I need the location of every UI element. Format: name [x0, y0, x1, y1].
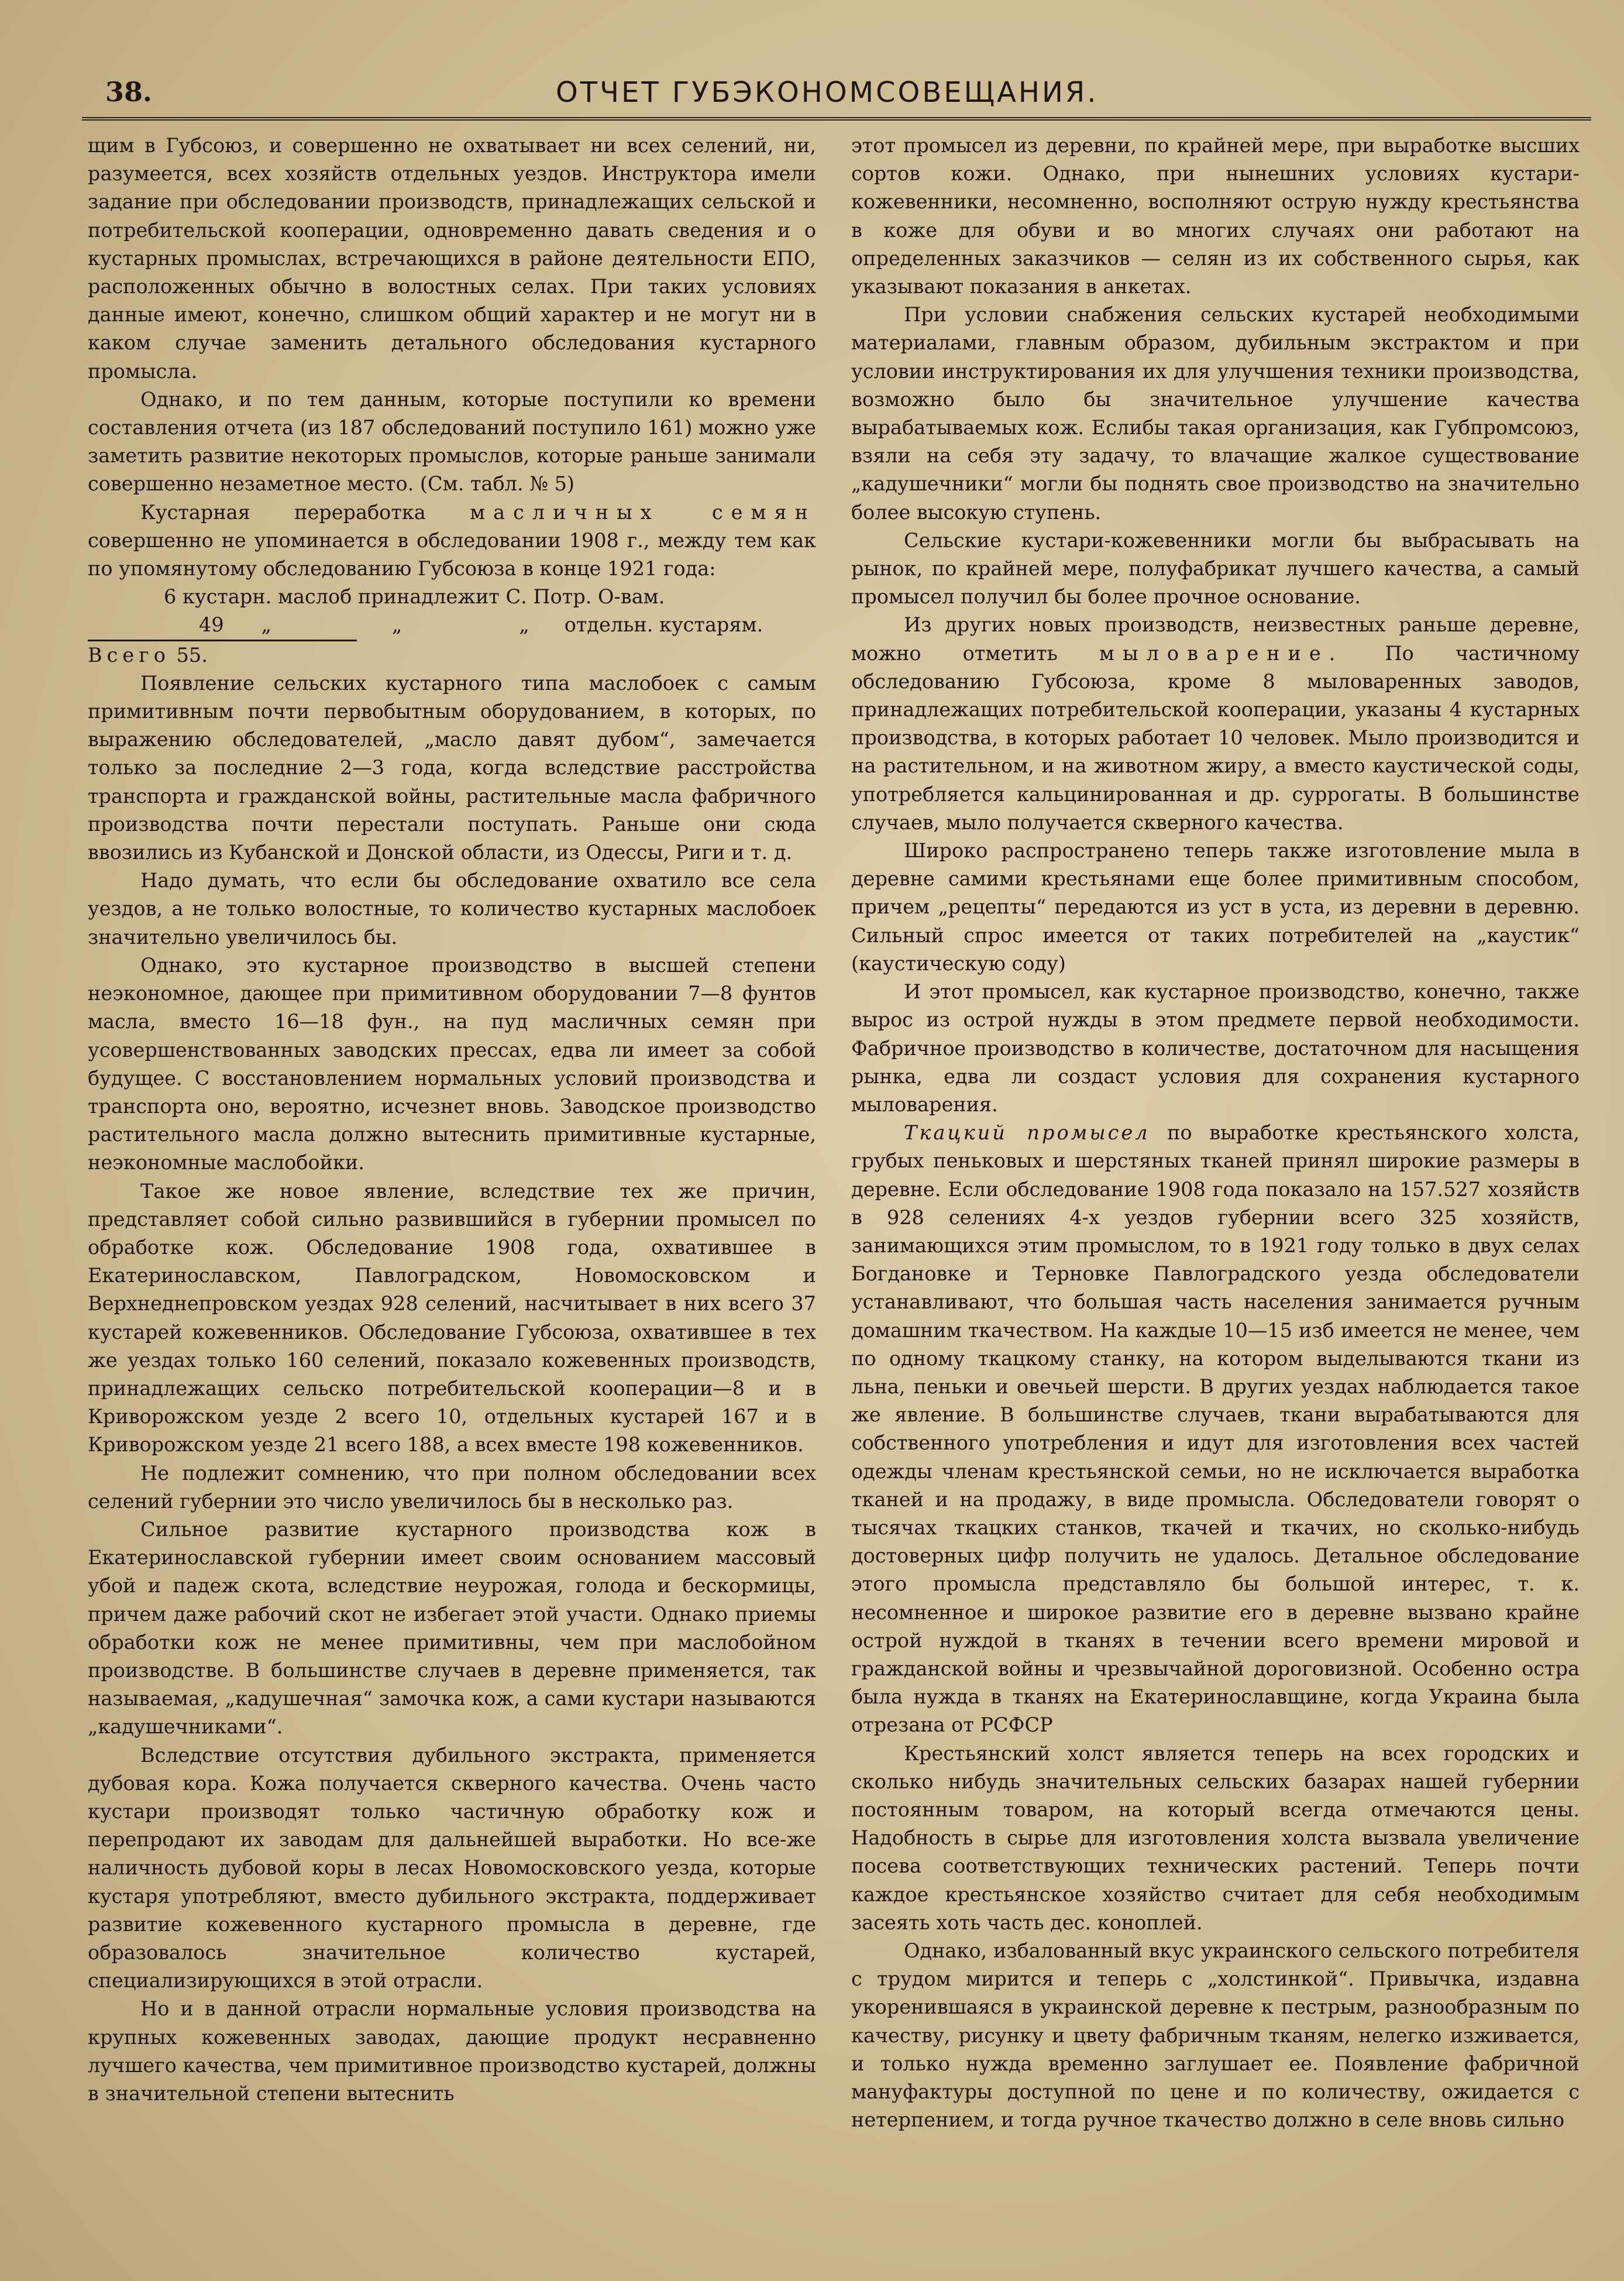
- paragraph: Не подлежит сомнению, что при полном обследовании всех селений губернии это число увеличилось бы в несколько раз.: [88, 1461, 816, 1513]
- paragraph: Однако, это кустарное производство в высшей степени неэкономное, дающее при примитивном оборудовании 7—8 фунтов масла, вместо 16—18 фун., на пуд масличных семян при усовершенствованных заводских прессах, едва ли имеет за собой будущее. С восстановлением нормальных условий производства и транспорта оно, вероятно, исчезнет вновь. Заводское производство растительного масла должно вытеснить примитивные кустарные, неэкономные маслобойки.: [88, 953, 816, 1174]
- page-header: [88, 70, 1585, 123]
- ditto-mark: „: [519, 613, 529, 637]
- paragraph: Вследствие отсутствия дубильного экстракта, применяется дубовая кора. Кожа получается скверного качества. Очень часто кустари производят только частичную обработку кож и перепродают их заводам для дальнейшей выработки. Но все-же наличность дубовой коры в лесах Новомосковского уезда, которые кустаря употребляют, вместо дубильного экстракта, поддерживает развитие кожевенного кустарного промысла в деревне, где образовалось значительное количество кустарей, специализирующихся в этой отрасли.: [88, 1743, 816, 1993]
- paragraph: При условии снабжения сельских кустарей необходимыми материалами, главным образом, дубильным экстрактом и при условии инструктирования их для улучшения техники производства, возможно было бы значительное улучшение качества вырабатываемых кож. Еслибы такая организация, как Губпромсоюз, взяли на себя эту задачу, то влачащие жалкое существование „кадушечники“ могли бы поднять свое производство на значительно более высокую ступень.: [851, 303, 1580, 524]
- tally-row: [88, 611, 816, 641]
- page-number: 38.: [105, 76, 153, 108]
- running-title: ОТЧЕТ ГУБЭКОНОМСОВЕЩАНИЯ.: [556, 76, 1099, 109]
- ditto-mark: „: [392, 613, 402, 637]
- right-column: [851, 132, 1580, 2273]
- spaced-emphasis: масличных семян: [470, 500, 816, 524]
- paragraph: щим в Губсоюз, и совершенно не охватывает ни всех селений, ни, разумеется, всех хозяйств отдельных уездов. Инструктора имели задание при обследовании производств, принадлежащих сельской и потребительской кооперации, одновременно давать сведения и о кустарных промыслах, встречающихся в районе деятельности ЕПО, расположенных обычно в волостных селах. При таких условиях данные имеют, конечно, слишком общий характер и не могут ни в каком случае заменить детального обследования кустарного промысла.: [88, 134, 816, 383]
- paragraph-lead: Из других новых производств, неизвестных раньше деревне, можно отметить: [851, 613, 1580, 665]
- paragraph: Такое же новое явление, вследствие тех же причин, представляет собой сильно развившийся в губернии промысел по обработке кож. Обследование 1908 года, охватившее в Екатеринославском, Павлоградском, Новомосковском и Верхнеднепровском уездах 928 селений, насчитывает в них всего 37 кустарей кожевенников. Обследование Губсоюза, охватившее в тех же уездах только 160 селений, показало кожевенных производств, принадлежащих сельско потребительской кооперации—8 и в Криворожском уезде 2 всего 10, отдельных кустарей 167 и в Криворожском уезде 21 всего 188, а всех вместе 198 кожевенников.: [88, 1179, 816, 1456]
- paragraph: [851, 1119, 1580, 1739]
- tally-text: отдельн. кустарям.: [564, 613, 763, 637]
- total-label: Всего: [88, 643, 170, 667]
- italic-emphasis: Ткацкий промысел: [904, 1121, 1150, 1145]
- paragraph-lead: Кустарная переработка: [140, 500, 426, 524]
- paragraph: этот промысел из деревни, по крайней мере, при выработке высших сортов кожи. Однако, при нынешних условиях кустари-кожевенники, несомненно, восполняют острую нужду крестьянства в коже для обуви и во многих случаях они работают на определенных заказчиков — селян из их собственного сырья, как указывают показания в анкетах.: [851, 134, 1580, 298]
- paragraph: Появление сельских кустарного типа маслобоек с самым примитивным почти первобытным оборудованием, в которых, по выражению обследователей, „масло давят дубом“, замечается только за последние 2—3 года, когда вследствие расстройства транспорта и гражданской войны, растительные масла фабричного производства почти перестали поступать. Раньше они сюда ввозились из Кубанской и Донской области, из Одессы, Риги и т. д.: [88, 671, 816, 864]
- spaced-emphasis: мыловарение.: [1099, 641, 1344, 665]
- paragraph: Надо думать, что если бы обследование охватило все села уездов, а не только волостные, то количество кустарных маслобоек значительно увеличилось бы.: [88, 869, 816, 949]
- paragraph: Сильное развитие кустарного производства кож в Екатеринославской губернии имеет своим основанием массовый убой и падеж скота, вследствие неурожая, голода и бескормицы, причем даже рабочий скот не избегает этой участи. Однако приемы обработки кож не менее примитивны, чем при маслобойном производстве. В большинстве случаев в деревне применяется, так называемая, „кадушечная“ замочка кож, а сами кустари называются „кадушечниками“.: [88, 1517, 816, 1739]
- tally-number: 49 „: [88, 611, 357, 641]
- paragraph: Сельские кустари-кожевенники могли бы выбрасывать на рынок, по крайней мере, полуфабрикат лучшего качества, а самый промысел получил бы более прочное основание.: [851, 528, 1580, 609]
- tally-row: [88, 583, 816, 611]
- paragraph: [88, 499, 816, 583]
- paragraph-text: по выработке крестьянского холста, грубых пеньковых и шерстяных тканей принял широкие размеры в деревне. Если обследование 1908 года показало на 157.527 хозяйств в 928 селениях 4-х уездов губернии всего 325 хозяйств, занимающихся этим промыслом, то в 1921 году только в двух селах Богдановке и Терновке Павлоградского уезда обследователи устанавливают, что большая часть населения занимается ручным домашним ткачеством. На каждые 10—15 изб имеется не менее, чем по одному ткацкому станку, на котором выделываются ткани из льна, пеньки и овечьей шерсти. В других уездах наблюдается такое же явление. В большинстве случаев, ткани вырабатываются для собственного употребления и идут для изготовления всех частей одежды членам крестьянской семьи, но не исключается выработка тканей и на продажу, в виде промысла. Обследователи говорят о тысячах ткацких станков, ткачей и ткачих, но сколько-нибудь достоверных цифр получить не удалось. Детальное обследование этого промысла представляло бы большой интерес, т. к. несомненное и широкое развитие его в деревне вызвано крайне острой нуждой в тканях в течении всего времени мировой и гражданской войны и чрезвычайной дороговизной. Особенно остра была нужда в тканях на Екатеринославщине, когда Украина была отрезана от РСФСР: [851, 1121, 1580, 1737]
- paragraph-text: совершенно не упоминается в обследовании 1908 г., между тем как по упомянутому обследованию Губсоюза в конце 1921 года:: [88, 528, 816, 580]
- oil-mill-tally: [88, 583, 816, 669]
- left-column: [88, 132, 816, 2273]
- paragraph: Однако, избалованный вкус украинского сельского потребителя с трудом мирится и теперь с „холстинкой“. Привычка, издавна укоренившаяся в украинской деревне к пестрым, разнообразным по качеству, рисунку и цвету фабричным тканям, нелегко изживается, и только нужда временно заглушает ее. Появление фабричной мануфактуры доступной по цене и по количеству, ожидается с нетерпением, и тогда ручное ткачество должно в селе вновь сильно: [851, 1939, 1580, 2132]
- paragraph-text: По частичному обследованию Губсоюза, кроме 8 мыловаренных заводов, принадлежащих потребительской кооперации, указаны 4 кустарных производства, в которых работает 10 человек. Мыло производится и на растительном, и на животном жиру, а вместо каустической соды, употребляется кальцинированная и др. суррогаты. В большинстве случаев, мыло получается скверного качества.: [851, 641, 1580, 834]
- tally-total: [88, 641, 816, 669]
- paragraph: [851, 611, 1580, 837]
- header-rule: [82, 117, 1591, 121]
- total-value: 55.: [176, 643, 208, 667]
- paragraph: Крестьянский холст является теперь на всех городских и сколько нибудь значительных сельских базарах нашей губернии постоянным товаром, на который всегда отмечаются цены. Надобность в сырье для изготовления холста вызвала увеличение посева соответствующих технических растений. Теперь почти каждое крестьянское хозяйство считает для себя необходимым засеять хоть часть дес. коноплей.: [851, 1741, 1580, 1934]
- paragraph: Но и в данной отрасли нормальные условия производства на крупных кожевенных заводах, дающие продукт несравненно лучшего качества, чем примитивное производство кустарей, должны в значительной степени вытеснить: [88, 1997, 816, 2105]
- paragraph: И этот промысел, как кустарное производство, конечно, также вырос из острой нужды в этом предмете первой необходимости. Фабричное производство в количестве, достаточном для насыщения рынка, едва ли создаст условия для сохранения кустарного мыловарения.: [851, 980, 1580, 1116]
- paragraph: Однако, и по тем данным, которые поступили ко времени составления отчета (из 187 обследований поступило 161) можно уже заметить развитие некоторых промыслов, которые раньше занимали совершенно незаметное место. (См. табл. № 5): [88, 387, 816, 496]
- paragraph: Широко распространено теперь также изготовление мыла в деревне самими крестьянами еще более примитивным способом, причем „рецепты“ передаются из уст в уста, из деревни в деревню. Сильный спрос имеется от таких потребителей на „каустик“ (каустическую соду): [851, 839, 1580, 975]
- tally-text: 6 кустарн. маслоб принадлежит С. Потр. О-вам.: [164, 585, 665, 609]
